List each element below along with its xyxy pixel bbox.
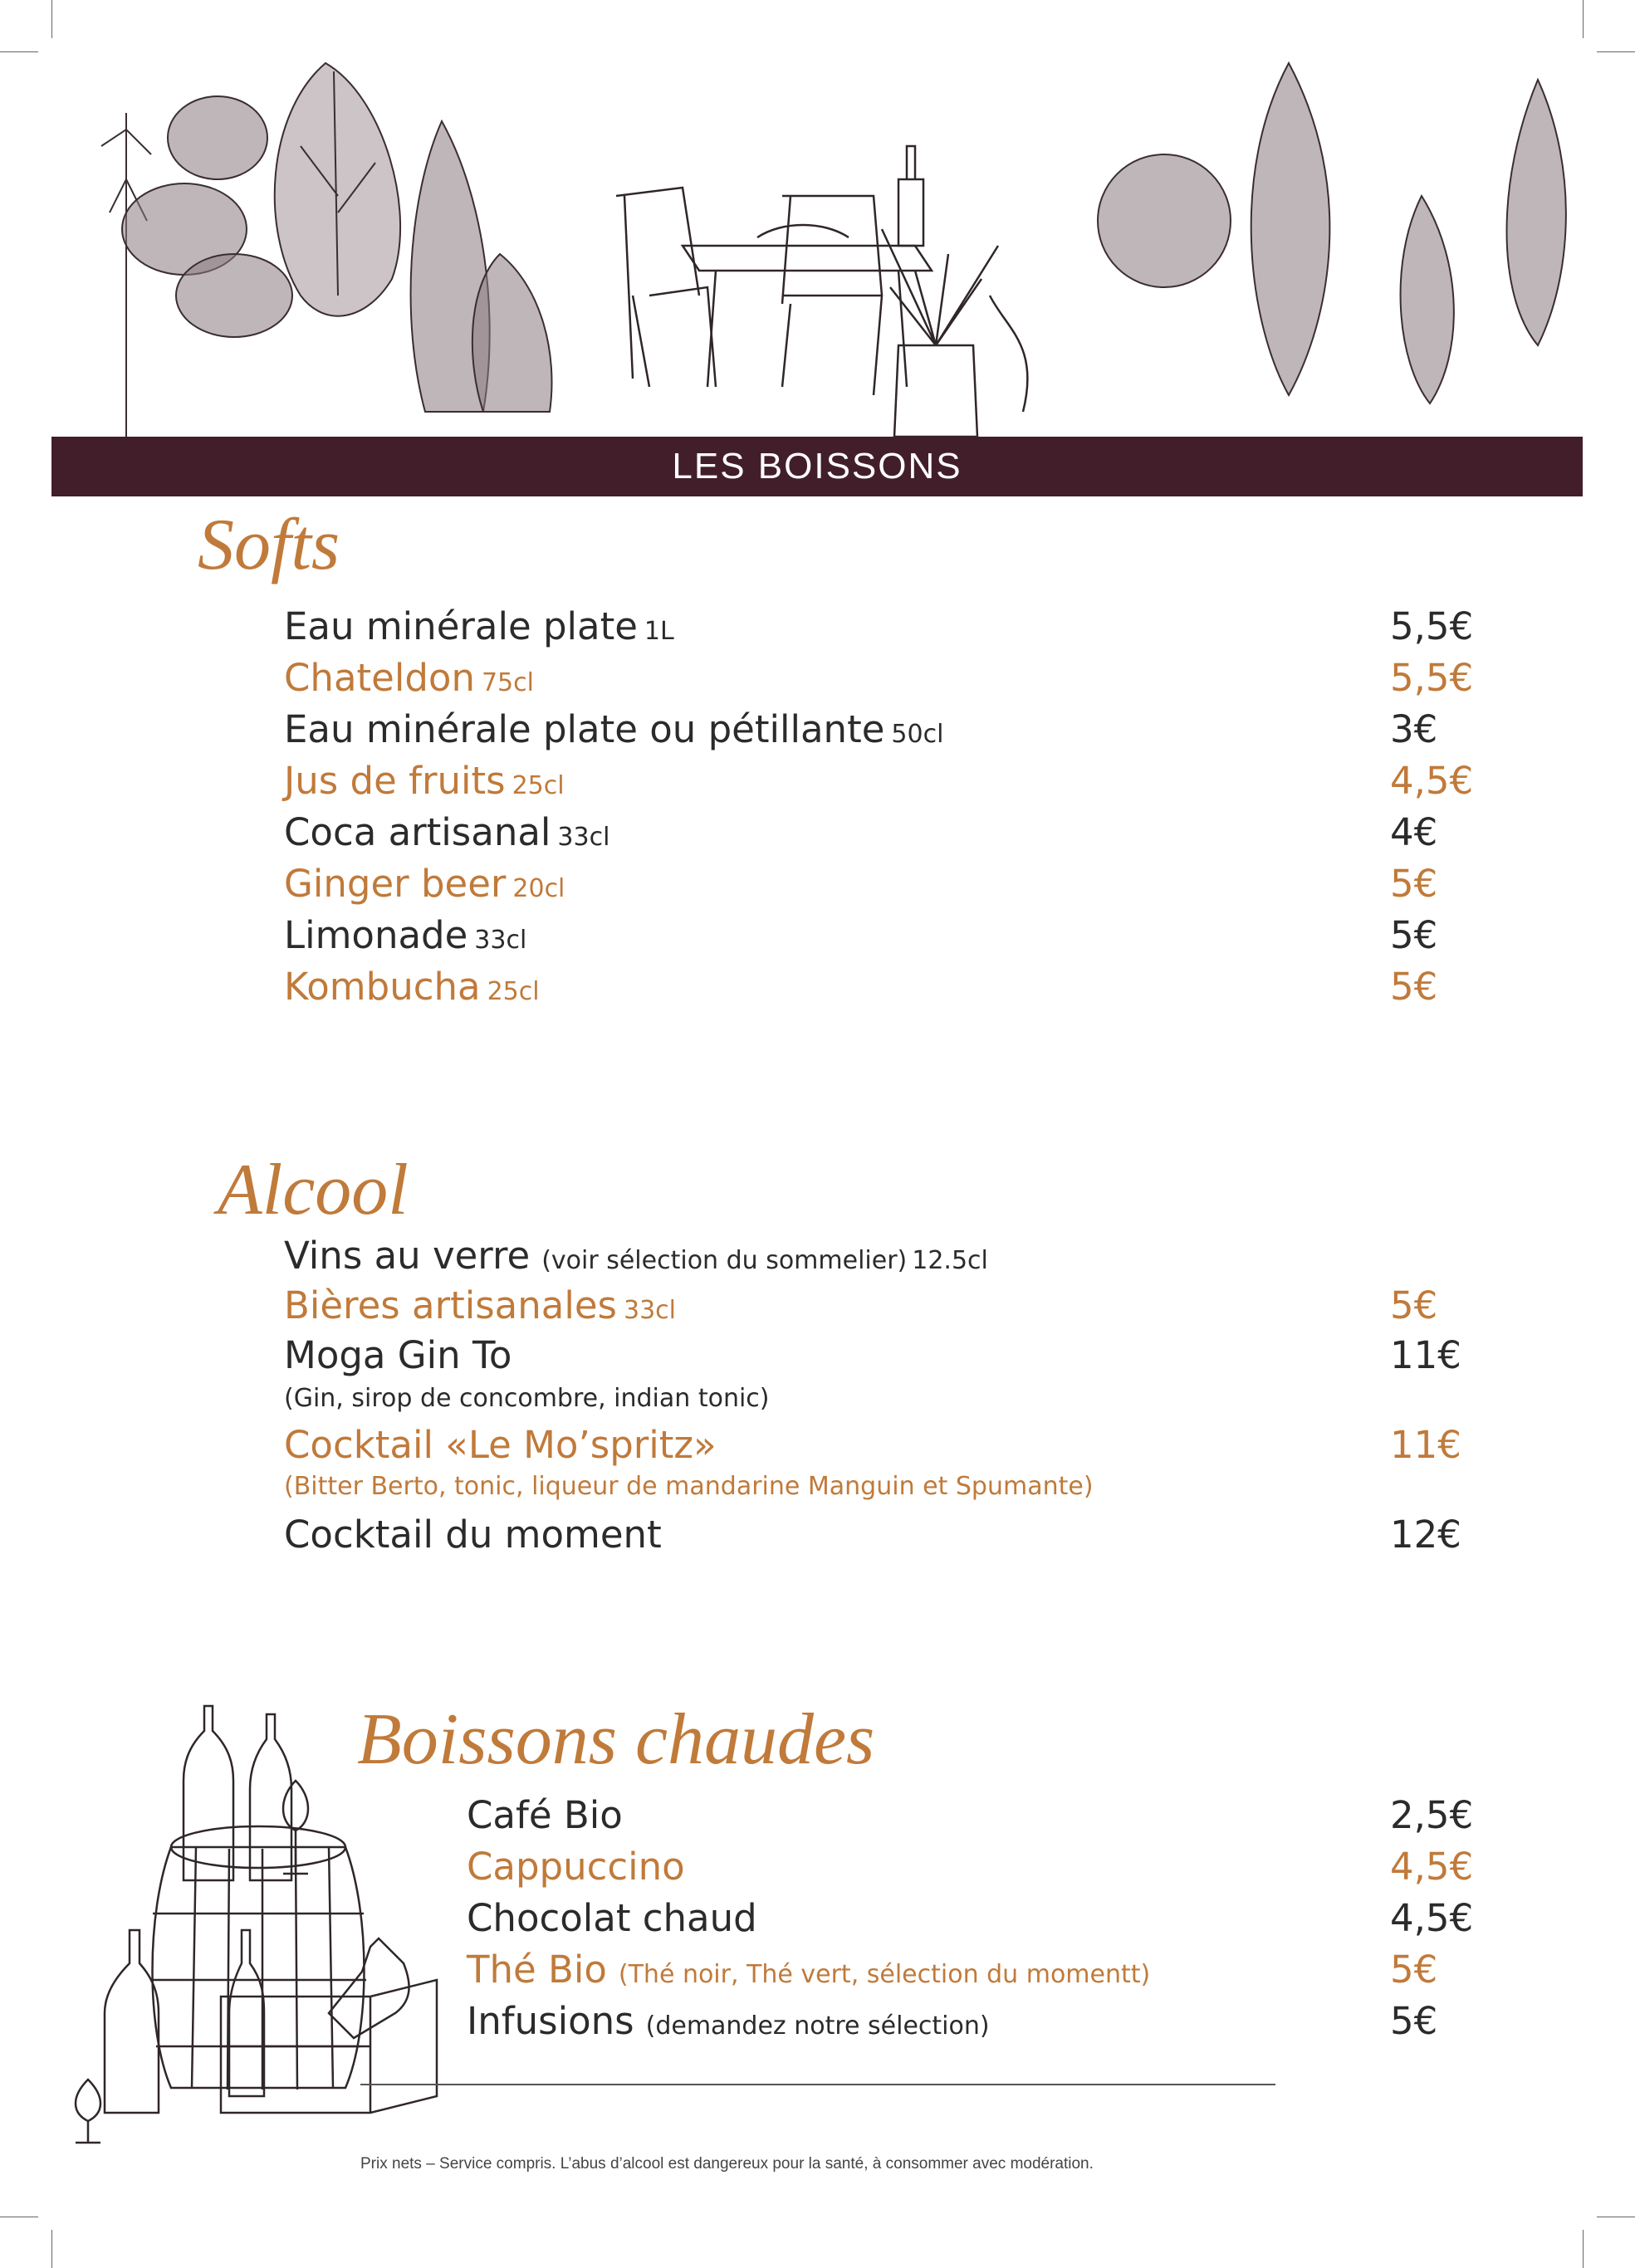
menu-item-price: 3€: [1390, 707, 1438, 751]
menu-item-price: 4,5€: [1390, 1845, 1474, 1889]
menu-item-price: 5€: [1390, 1999, 1438, 2043]
menu-item: Eau minérale plate ou pétillante 50cl: [284, 707, 944, 751]
alcool-list: [284, 1229, 1488, 1561]
softs-list: [284, 598, 1488, 1009]
menu-item-description: (Bitter Berto, tonic, liqueur de mandarine Manguin et Spumante): [284, 1472, 1094, 1501]
footer-divider: [360, 2084, 1275, 2085]
crop-mark: [1583, 0, 1584, 38]
menu-item-price: 4,5€: [1390, 759, 1474, 803]
menu-item-price: 11€: [1390, 1423, 1461, 1467]
menu-item: Cocktail «Le Mo’spritz»: [284, 1423, 717, 1467]
crop-mark: [51, 2230, 52, 2268]
menu-item: Chateldon 75cl: [284, 656, 534, 700]
menu-item: Café Bio: [467, 1793, 623, 1837]
menu-item-price: 5€: [1390, 862, 1438, 906]
menu-item-price: 12€: [1390, 1513, 1461, 1557]
menu-item-price: 5,5€: [1390, 656, 1474, 700]
menu-item: Chocolat chaud: [467, 1896, 757, 1940]
menu-item: Bières artisanales 33cl: [284, 1283, 676, 1327]
garden-illustration: [51, 46, 1583, 437]
menu-item: Kombucha 25cl: [284, 965, 540, 1009]
menu-item: Eau minérale plate 1L: [284, 604, 674, 648]
menu-item-price: 5,5€: [1390, 604, 1474, 648]
menu-item: Jus de fruits 25cl: [284, 759, 565, 803]
footer-note: Prix nets – Service compris. L’abus d’alcool est dangereux pour la santé, à consommer avec modération.: [360, 2155, 1094, 2173]
section-title-boissons-chaudes: Boissons chaudes: [357, 1699, 875, 1780]
menu-item-price: 2,5€: [1390, 1793, 1474, 1837]
chaudes-list: [467, 1785, 1488, 2059]
section-title-softs: Softs: [198, 505, 340, 585]
menu-item-price: 5€: [1390, 965, 1438, 1009]
crop-mark: [1597, 51, 1635, 52]
menu-item: Cocktail du moment: [284, 1513, 662, 1557]
menu-item-price: 4,5€: [1390, 1896, 1474, 1940]
menu-item: Infusions (demandez notre sélection): [467, 1999, 990, 2043]
menu-item-price: 4€: [1390, 810, 1438, 854]
menu-item: Cappuccino: [467, 1845, 685, 1889]
menu-item: Coca artisanal 33cl: [284, 810, 610, 854]
menu-item-price: 5€: [1390, 1283, 1438, 1327]
menu-item-price: 5€: [1390, 913, 1438, 957]
menu-item: Thé Bio (Thé noir, Thé vert, sélection du momentt): [467, 1948, 1151, 1992]
crop-mark: [51, 0, 52, 38]
page-title: LES BOISSONS: [672, 446, 962, 486]
crop-mark: [1583, 2230, 1584, 2268]
menu-item: Ginger beer 20cl: [284, 862, 565, 906]
section-title-alcool: Alcool: [218, 1150, 409, 1230]
menu-item-price: 5€: [1390, 1948, 1438, 1992]
menu-item: Limonade 33cl: [284, 913, 527, 957]
page-title-bar: [51, 437, 1583, 496]
crop-mark: [0, 51, 38, 52]
menu-item-description: (Gin, sirop de concombre, indian tonic): [284, 1384, 770, 1413]
menu-item: Vins au verre (voir sélection du sommelier) 12.5cl: [284, 1234, 988, 1278]
menu-item-price: 11€: [1390, 1333, 1461, 1377]
menu-item: Moga Gin To: [284, 1333, 512, 1377]
